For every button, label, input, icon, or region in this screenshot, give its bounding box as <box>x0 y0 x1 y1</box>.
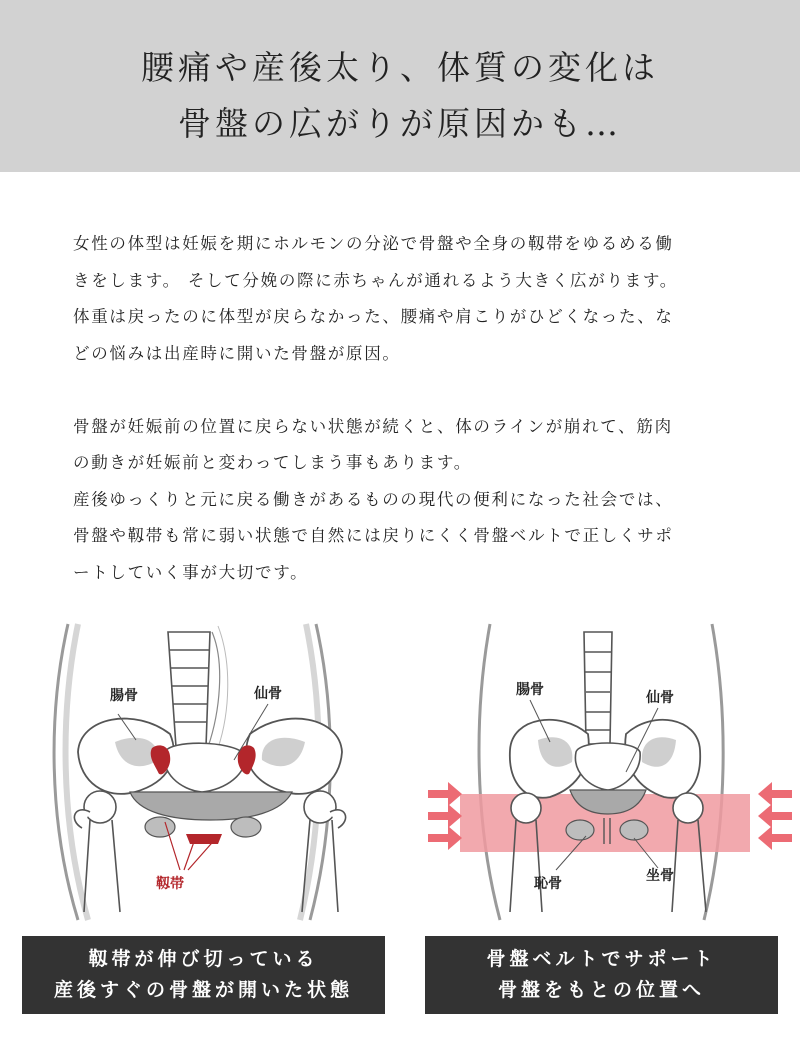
caption-line: 骨盤ベルトでサポート <box>486 948 717 970</box>
sacrum <box>575 743 640 790</box>
label-sacrum: 仙骨 <box>646 690 674 706</box>
body-line: ートしていく事が大切です。 <box>73 562 309 582</box>
supported-pelvis-illustration <box>420 622 800 922</box>
left-obturator <box>145 817 175 837</box>
sacrum <box>164 743 245 792</box>
left-obturator <box>566 820 594 840</box>
left-femur <box>510 793 542 912</box>
body-line: 体重は戻ったのに体型が戻らなかった、腰痛や肩こりがひどくなった、な <box>73 307 674 326</box>
body-line: 女性の体型は妊娠を期にホルモンの分泌で骨盤や全身の靱帯をゆるめる働 <box>73 234 674 253</box>
label-ligament: 靱帯 <box>156 876 184 892</box>
headline-line-1: 腰痛や産後太り、体質の変化は <box>141 48 659 87</box>
label-ischium: 坐骨 <box>646 868 674 884</box>
body-line: 産後ゆっくりと元に戻る働きがあるものの現代の便利になった社会では、 <box>73 489 674 509</box>
caption-line: 骨盤をもとの位置へ <box>497 979 705 1001</box>
compression-arrows-right <box>758 782 792 850</box>
right-femur <box>672 793 706 912</box>
caption-line: 靱帯が伸び切っている <box>88 948 319 970</box>
body-text <box>73 226 743 591</box>
pelvic-floor-shade <box>130 792 292 820</box>
spine <box>584 632 612 744</box>
compression-arrows-left <box>428 782 462 850</box>
body-line: きをします。 そして分娩の際に赤ちゃんが通れるよう大きく広がります。 <box>73 270 678 290</box>
caption-line: 産後すぐの骨盤が開いた状態 <box>53 979 353 1001</box>
label-pubis: 恥骨 <box>534 876 562 892</box>
body-outline-right <box>704 624 723 920</box>
body-line: どの悩みは出産時に開いた骨盤が原因。 <box>73 343 401 363</box>
headline-line-2: 骨盤の広がりが原因かも… <box>178 104 622 143</box>
body-line: 骨盤が妊娠前の位置に戻らない状態が続くと、体のラインが崩れて、筋肉 <box>73 416 673 436</box>
label-sacrum: 仙骨 <box>254 686 282 702</box>
right-obturator <box>231 817 261 837</box>
body-outline-left <box>479 624 500 920</box>
paragraph-gap <box>73 372 743 409</box>
caption-supported-pelvis <box>425 936 778 1014</box>
label-ilium: 腸骨 <box>516 682 544 698</box>
open-pelvis-illustration <box>20 622 400 922</box>
ligament-pubic <box>186 834 222 844</box>
right-obturator <box>620 820 648 840</box>
label-ilium: 腸骨 <box>110 688 138 704</box>
body-line: の動きが妊娠前と変わってしまう事もあります。 <box>73 453 472 472</box>
header-band <box>0 0 800 172</box>
caption-open-pelvis <box>22 936 385 1014</box>
spine <box>168 626 228 748</box>
body-line: 骨盤や靱帯も常に弱い状態で自然には戻りにくく骨盤ベルトで正しくサポ <box>73 526 674 545</box>
